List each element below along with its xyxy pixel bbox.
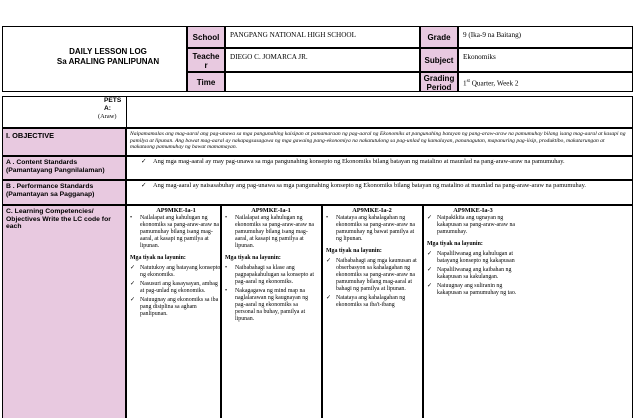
competency-intro-text: Nailalapat ang kahulugan ng ekonomiks sa pang-araw-araw na pamumuhay bilang isang mag-aaral, at kasapi ng pamilya at lipunan. xyxy=(235,215,315,249)
objective-label-cell xyxy=(2,128,126,156)
competency-intro-text: Nailalapat ang kahulugan ng ekonomiks sa pang-araw-araw na pamumuhay bilang isang mag-aaral, at kasapi ng pamilya at lipunan. xyxy=(140,215,220,249)
school-value: PANGPANG NATIONAL HIGH SCHOOL xyxy=(225,26,420,48)
competency-column xyxy=(126,205,221,418)
competency-column xyxy=(322,205,423,418)
objective-item xyxy=(130,281,221,295)
content-standards-label: A . Content Standards (Pamantayang Pangnilalaman) xyxy=(6,159,105,174)
subject-value: Ekonomiks xyxy=(458,48,633,72)
checkmark-icon: ✓ xyxy=(141,182,147,189)
teacher-label-line2: r xyxy=(204,61,208,70)
date-row-divider xyxy=(126,96,127,128)
objective-item-text: Nakagagawa ng mind map na naglalarawan ng kaugnayan ng pag-aaral ng ekonomiks sa personal na buhay, pamilya at lipunan. xyxy=(235,288,309,322)
checkmark-icon: ✓ xyxy=(141,158,147,165)
competency-column xyxy=(221,205,322,418)
objective-item-text: Naiuugnay ang suliranin ng kakapusan sa pamumuhay ng tao. xyxy=(437,283,517,296)
checkmark-icon: ✓ xyxy=(326,258,332,264)
time-value xyxy=(225,72,420,92)
objective-item xyxy=(427,251,519,265)
objective-item xyxy=(225,288,317,323)
title-line-1: DAILY LESSON LOG xyxy=(69,47,147,56)
checkmark-icon: ✓ xyxy=(427,215,433,221)
competency-intro xyxy=(427,215,519,236)
objective-item xyxy=(130,265,221,279)
period-value-text: Quarter, Week 2 xyxy=(469,79,519,88)
bullet-icon: • xyxy=(130,215,133,221)
teacher-label xyxy=(187,48,225,72)
period-value-num: 1 xyxy=(463,79,467,88)
period-value xyxy=(458,72,633,92)
objective-item xyxy=(326,258,418,293)
bullet-icon: • xyxy=(225,265,228,271)
competency-column xyxy=(423,205,633,418)
period-value-sup: st xyxy=(466,79,470,84)
performance-standards-label: B . Performance Standards (Pamantayan sa Pagganap) xyxy=(6,183,95,198)
competencies-label-cell xyxy=(2,205,126,418)
lesson-log-title-box xyxy=(2,26,187,92)
teacher-value: DIEGO C. JOMARCA JR. xyxy=(225,48,420,72)
content-standards-text-cell xyxy=(126,156,633,180)
objectives-subheading: Mga tiyak na layunin: xyxy=(225,255,281,261)
period-label xyxy=(420,72,458,92)
objectives-subheading: Mga tiyak na layunin: xyxy=(427,241,483,247)
checkmark-icon: ✓ xyxy=(130,297,136,303)
grade-value: 9 (Ika-9 na Baitang) xyxy=(458,26,633,48)
competency-code: AP9MKE-Ia-1 xyxy=(251,207,291,214)
objectives-subheading: Mga tiyak na layunin: xyxy=(130,255,186,261)
objective-item xyxy=(225,265,317,286)
objective-item-text: Naibabahagi sa klase ang pagpapakahulugan sa konsepto at pag-aaral ng ekonomiks. xyxy=(235,265,315,285)
competencies-label: C. Learning Competencies/ Objectives Write the LC code for each xyxy=(6,208,111,230)
date-label-line1: PETS xyxy=(104,97,122,104)
content-standards-label-cell xyxy=(2,156,126,180)
bullet-icon: • xyxy=(225,215,228,221)
checkmark-icon: ✓ xyxy=(130,281,136,287)
competency-intro-text: Natataya ang kahalagahan ng ekonomiks sa pang-araw-araw na pamumuhay ng bawat pamilya at ng lipunan. xyxy=(336,215,416,242)
objective-label: I. OBJECTIVE xyxy=(6,131,55,140)
objective-text-cell xyxy=(126,128,633,156)
objective-item xyxy=(427,267,519,281)
objective-item xyxy=(326,295,418,309)
content-standards-text: Ang mga mag-aaral ay may pag-unawa sa mga pangunahing konsepto ng Ekonomiks bilang batayan ng matalino at maunlad na pang-araw-araw na pamumuhay. xyxy=(153,158,565,165)
time-label: Time xyxy=(187,72,225,92)
title-line-2: Sa ARALING PANLIPUNAN xyxy=(56,57,160,66)
date-row xyxy=(2,96,633,128)
competency-code: AP9MKE-Ia-2 xyxy=(352,207,392,214)
competency-intro xyxy=(130,215,221,250)
objective-item-text: Natataya ang kahalagahan ng ekonomiks sa iba't-ibang xyxy=(336,295,406,308)
checkmark-icon: ✓ xyxy=(427,267,433,273)
bullet-icon: • xyxy=(225,288,228,294)
performance-standards-text: Ang mag-aaral ay naisasabuhay ang pag-unawa sa mga pangunahing konsepto ng Ekonomiks bilang batayan ng matalino at maunlad na pang-araw-araw na pamumuhay. xyxy=(153,182,586,189)
competency-code: AP9MKE-Ia-3 xyxy=(453,207,493,214)
objective-item xyxy=(130,297,221,318)
date-label-line2: A: xyxy=(104,104,111,112)
date-sublabel: (Araw) xyxy=(98,113,117,120)
objective-item-text: Naiuugnay ang ekonomiks sa iba pang disiplina sa agham panlipunan. xyxy=(140,297,219,317)
competency-intro xyxy=(326,215,418,243)
teacher-label-line1: Teache xyxy=(192,52,220,61)
competency-code: AP9MKE-Ia-1 xyxy=(156,207,196,214)
objective-item-text: Napaliliwanag ang kahulugan at batayang konsepto ng kakapusan xyxy=(437,251,515,264)
date-label xyxy=(104,97,121,112)
objective-item xyxy=(427,283,519,297)
competency-intro-text: Naipakikita ang ugnayan ng kakapusan sa pang-araw-araw na pamumuhay. xyxy=(437,215,516,235)
subject-label: Subject xyxy=(420,48,458,72)
checkmark-icon: ✓ xyxy=(130,265,136,271)
objective-text: Naipamamalas ang mag-aaral ang pag-unawa sa mga pangunahing kaisipan at pamamaraan ng pag-aaral ng Ekonomiks at pangunahing batayan ng pang-araw-araw na pamumuhay bilang isang mag-aaral at kasapi ng pamilya at lipunan. Ang bawat mag-aaral ay nakapagsasagawa ng mga gawaing pang-ekonomiya na nakatutulong sa pag-unlad ng kamalayan, pananagutan, mapanuring pag-iisip, produktibo, makatarungan at makataong pamumuhay ng bawat mamamayan. xyxy=(130,131,626,151)
objective-item-text: Nasusuri ang kasaysayan, ambag at pag-unlad ng ekonomiks. xyxy=(140,281,218,294)
grade-label: Grade xyxy=(420,26,458,48)
bullet-icon: • xyxy=(326,215,329,221)
objectives-subheading: Mga tiyak na layunin: xyxy=(326,248,382,254)
performance-standards-text-cell xyxy=(126,180,633,205)
objective-item-text: Naibabahagi ang mga kaunusan at obserbasyon sa kahalagahan ng ekonomiks sa pang-araw-araw na pamumuhay bilang mag-aaral at bahagi ng pamilya at lipunan. xyxy=(336,258,417,292)
school-label: School xyxy=(187,26,225,48)
checkmark-icon: ✓ xyxy=(427,251,433,257)
period-label-line1: Grading xyxy=(423,74,455,83)
competency-intro xyxy=(225,215,317,250)
period-label-line2: Period xyxy=(426,83,452,92)
checkmark-icon: ✓ xyxy=(326,295,332,301)
performance-standards-label-cell xyxy=(2,180,126,205)
objective-item-text: Napaliliwanag ang kaibahan ng kakapusan sa kakulangan. xyxy=(437,267,512,280)
checkmark-icon: ✓ xyxy=(427,283,433,289)
objective-item-text: Natutukoy ang batayang konsepto ng ekonomiks. xyxy=(140,265,221,278)
